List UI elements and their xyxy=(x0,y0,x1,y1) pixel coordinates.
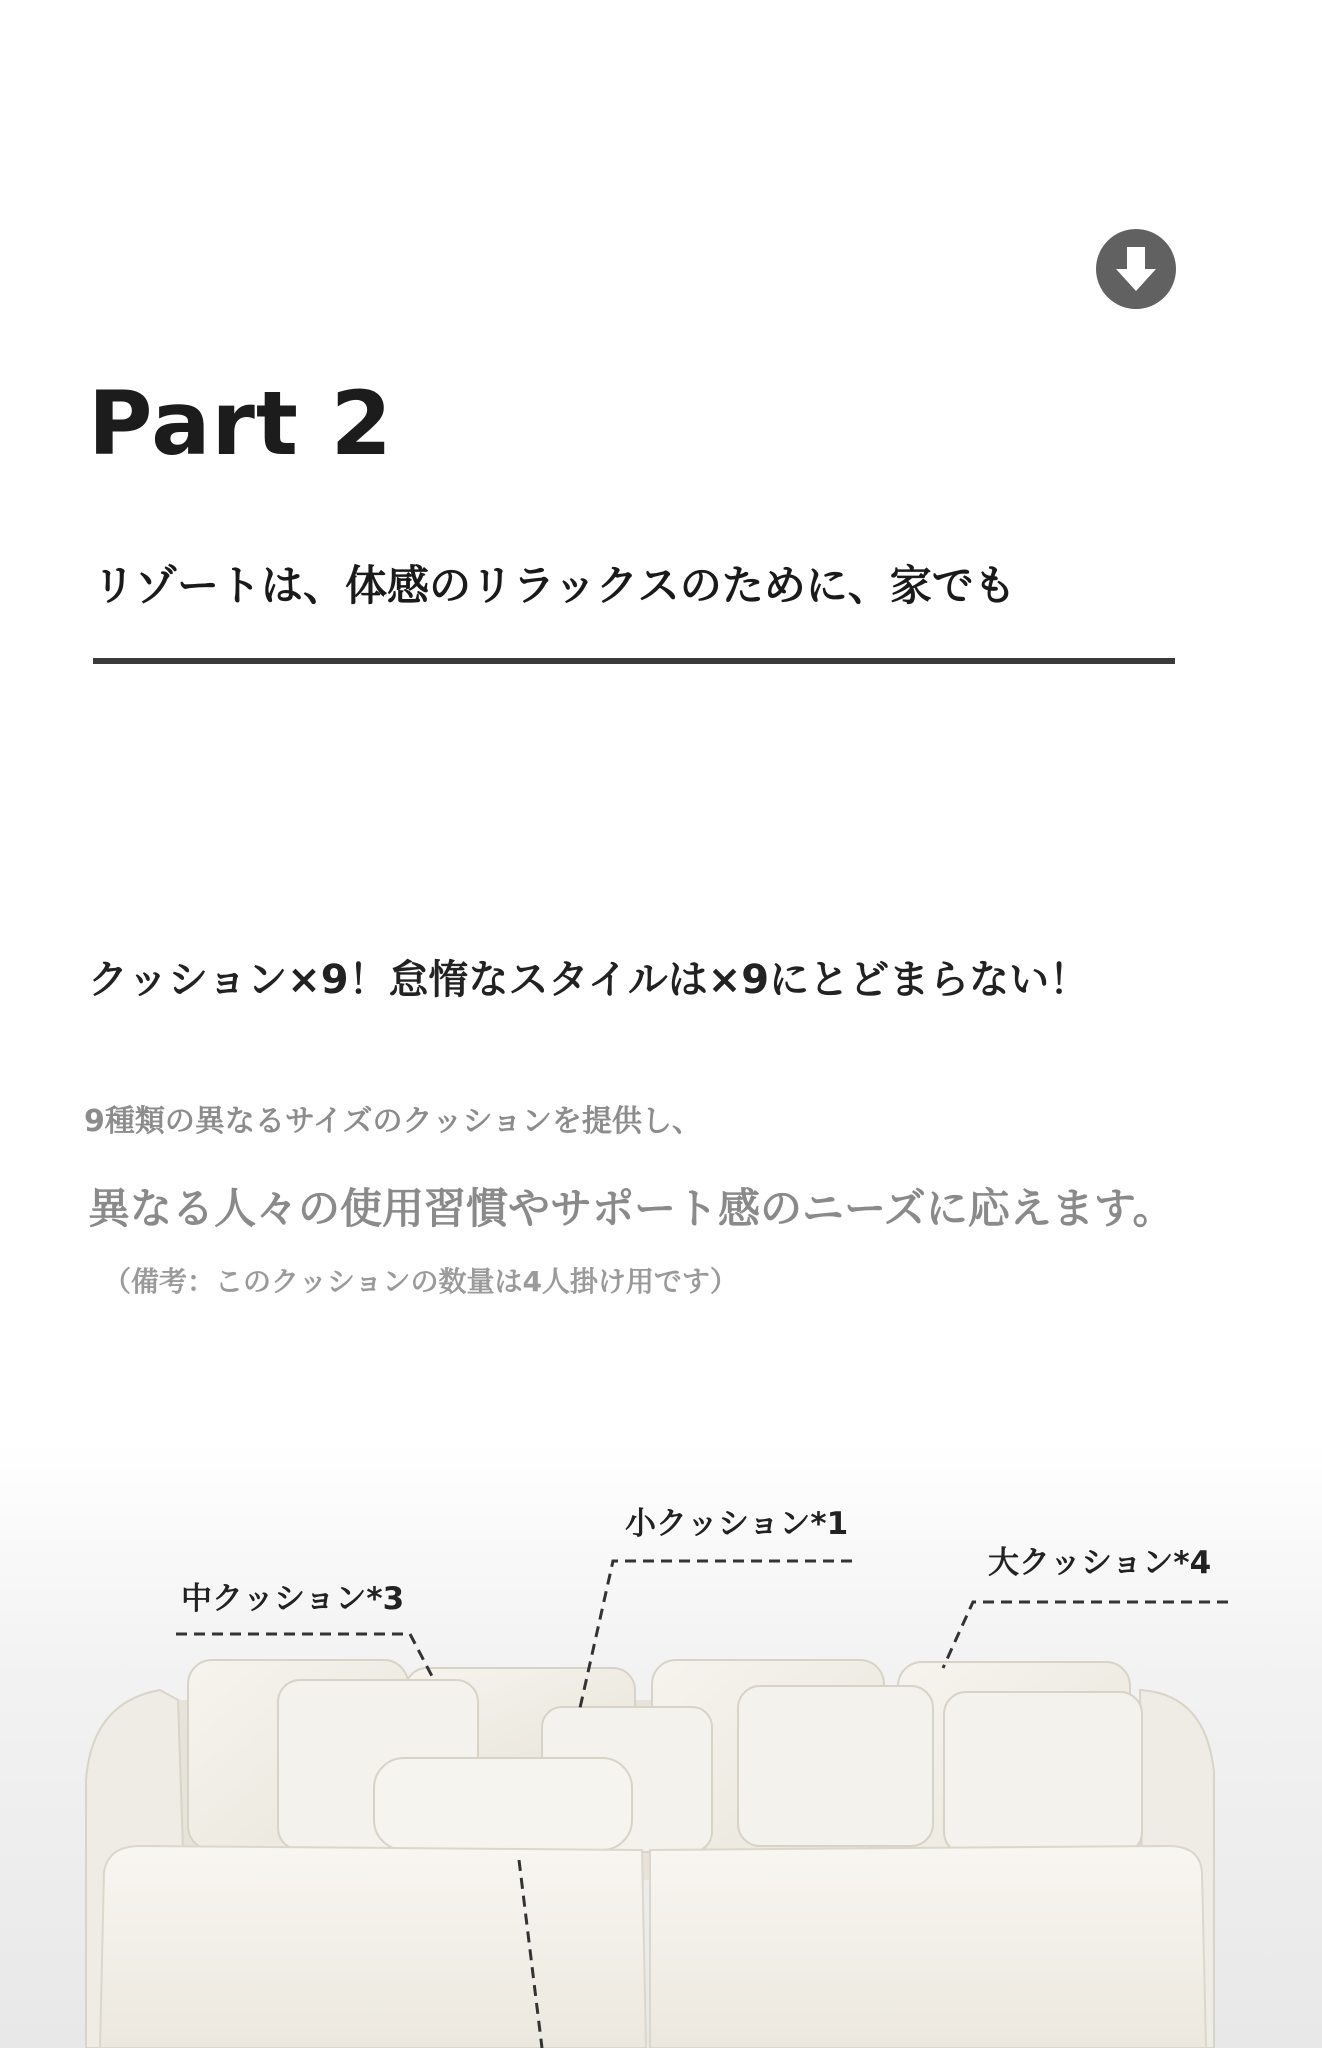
callout-small-cushion: 小クッション*1 xyxy=(625,1506,849,1542)
section-title: Part 2 xyxy=(88,372,393,475)
callout-large-cushion: 大クッション*4 xyxy=(988,1545,1212,1581)
seat-cushion-left xyxy=(100,1846,646,2048)
front-cushion xyxy=(738,1686,933,1846)
divider xyxy=(93,658,1175,664)
lumbar-cushion xyxy=(374,1758,632,1850)
description-line-1: 9種類の異なるサイズのクッションを提供し、 xyxy=(84,1104,702,1139)
description-line-2: 異なる人々の使用習慣やサポート感のニーズに応えます。 xyxy=(88,1184,1175,1233)
front-cushion xyxy=(944,1692,1142,1854)
feature-headline: クッション×9！怠惰なスタイルは×9にとどまらない！ xyxy=(88,957,1090,1003)
callout-medium-cushion: 中クッション*3 xyxy=(181,1581,405,1617)
seat-cushion-right xyxy=(650,1846,1206,2048)
arrow-down-circle-icon xyxy=(1094,227,1178,311)
section-subtitle: リゾートは、体感のリラックスのために、家でも xyxy=(93,561,1016,610)
description-note: （備考：このクッションの数量は4人掛け用です） xyxy=(103,1265,738,1298)
